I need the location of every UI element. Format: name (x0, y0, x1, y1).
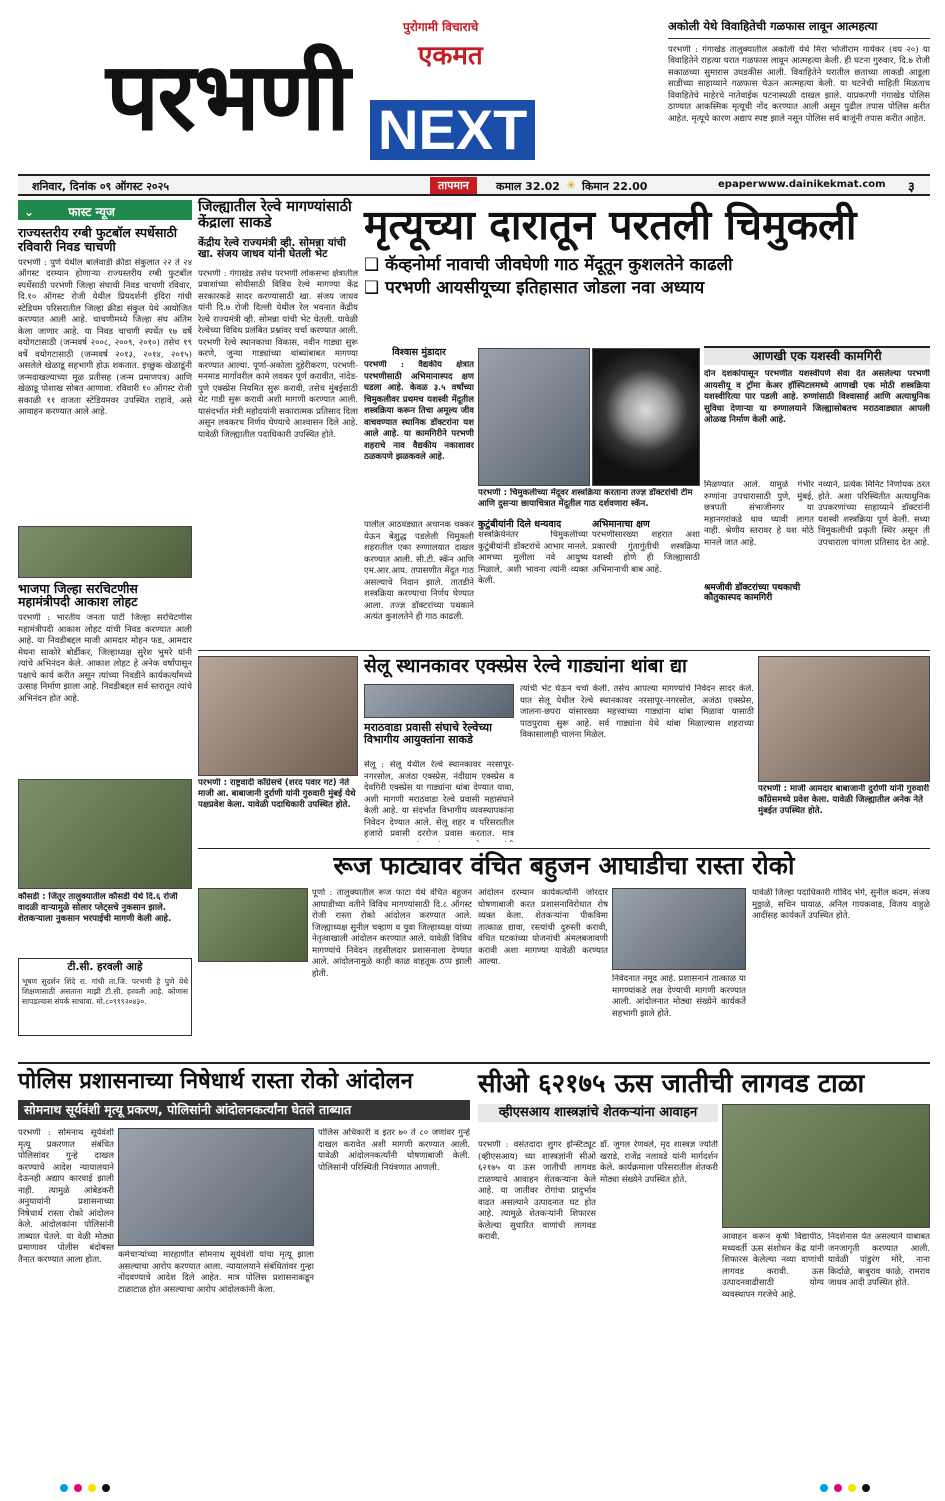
fast-news-body-2: परभणी : भारतीय जनता पार्टी जिल्हा सरचिटणीस महामंत्रीपदी आकाश लोहट यांची निवड करण्यात आली आहे. या निवडीबद्दल माजी आमदार मोहन फड, आमदार मेघना साकोरे बोर्डीकर, जिल्हाध्यक्ष सुरेश भुमरे यांनी त्यांचे अभिनंदन केले. आकाश लोहट हे अनेक वर्षांपासून पक्षाचे कार्य करीत असून त्यांच्या निवडीने कार्यकर्त्यांमध्ये उत्साह निर्माण झाला आहे. निवडीबद्दल सर्व स्तरातून त्यांचे अभिनंदन होत आहे. (18, 613, 192, 704)
lead-col-1-body: मिळण्यात आले. यामुळे गंभीर रुग्णांना उपचारासाठी पुणे, मुंबई, छत्रपती संभाजीनगर या महानगरांकडे धाव घ्यावी लागत नाही. श्रेणीय स्तरावर हे यश मोठे मानले जात आहे. (704, 480, 814, 548)
lead-sub-1-text: कॅव्हनोर्मा नावाची जीवघेणी गाठ मेंदूतून कुशलतेने काढली (385, 255, 733, 275)
cane-sub: व्हीएसआय शास्त्रज्ञांचे शेतकऱ्यांना आवाहन (478, 1104, 718, 1122)
lead-body-a: परभणी : वैद्यकीय क्षेत्रात परभणीसाठी अभिमानास्पद क्षण घडला आहे. केवळ ३.५ वर्षांच्या चिमुकलीवर प्रथमच यशस्वी मेंदूतील शस्त्रक्रिया करून तिचा अमूल्य जीव वाचवण्यात स्थानिक डॉक्टरांना यश आले आहे. या कामगिरीने परभणी शहराचे नाव वैद्यकीय नकाशावर ठळकपणे झळकवले आहे. (364, 360, 474, 463)
square-bullet-icon: ❑ (364, 255, 386, 275)
lead-byline: विश्वास मुंडादार (392, 347, 446, 358)
lead-sub-2 (364, 279, 930, 298)
ncp-photo-caption: परभणी : राष्ट्रवादी काँग्रेसचे (शरद पवार गट) नेते माजी आ. बाबाजानी दुर्राणी यांनी गुरुवारी मुंबई येथे पक्षप्रवेश केला. यावेळी पदाधिकारी उपस्थित होते. (198, 778, 356, 810)
ruj-crowd-photo (612, 888, 746, 970)
surgery-photo (478, 348, 590, 486)
tc-notice (18, 958, 192, 1036)
registration-dot (848, 1484, 856, 1492)
ruj-body-2: आंदोलन दरम्यान कार्यकर्त्यांनी जोरदार घोषणाबाजी करत प्रशासनाविरोधात रोष व्यक्त केला. शेतकऱ्यांना पीकविमा तात्काळ द्यावा, रस्त्यांची दुरुस्ती करावी, वंचित घटकांच्या योजनांची अंमलबजावणी करावी अशा मागण्या यावेळी करण्यात आल्या. (478, 888, 608, 967)
cane-field-photo (722, 1104, 930, 1228)
divider (198, 650, 930, 651)
divider (198, 848, 930, 849)
fast-news-body-1: परभणी : पुणे येथील बालेवाडी क्रीडा संकुलात २२ ते २४ ऑगस्ट दरम्यान होणाऱ्या राज्यस्तरीय रग्बी फुटबॉल स्पर्धेसाठी परभणी जिल्हा संघाची निवड चाचणी रविवार, दि.१० ऑगस्ट रोजी येथील प्रियदर्शनी इंदिरा गांधी स्टेडियम परिसरातील जिल्हा क्रीडा संकुल येथे आयोजित करण्यात आली आहे. चाचणीमध्ये जिल्हा संघ अंतिम केला जाणार आहे. या निवड चाचणी स्पर्धेत १७ वर्षे वयोगटासाठी (जन्मवर्ष २००८, २००९, २०१०) तसेच १९ वर्षे वयोगटासाठी (जन्मवर्ष २०१३, २०१४, २०१५) असलेले खेळाडू सहभागी होऊ शकतात. इच्छुक खेळाडूंनी जन्मदाखल्याच्या मूळ प्रतीसह (जन्म प्रमाणपत्र) आणि खेळाडू पोशाख सोबत आणावा. रविवारी १० ऑगस्ट रोजी सकाळी ११ वाजता स्टेडियमवर उपस्थित राहावे, असे आवाहन करण्यात आले आहे. (18, 257, 192, 417)
police-sub: सोमनाथ सूर्यवंशी मृत्यू प्रकरण, पोलिसांनी आंदोलनकर्त्यांना घेतले ताब्यात (18, 1100, 470, 1120)
ruj-headline: रूज फाट्यावर वंचित बहुजन आघाडीचा रास्ता रोको (333, 851, 795, 880)
congress-photo-caption: परभणी : माजी आमदार बाबाजानी दुर्राणी यांनी गुरुवारी काँग्रेसमध्ये प्रवेश केला. यावेळी जिल्ह्यातील अनेक नेते मुंबईत उपस्थित होते. (758, 784, 930, 816)
sun-icon: ☀ (566, 179, 576, 192)
lead-quote (478, 520, 588, 646)
selu-body-2: त्यांची भेट घेऊन चर्चा केली. तसेच आपल्या मागण्यांचे निवेदन सादर केले. यात सेलू येथील रेल्वे स्थानकावर नरसापूर-नगरसोल, अजंठा एक्स्प्रेस, जालना-छपरा यांसारख्या महत्त्वाच्या गाड्यांना थांबा मिळावा यासाठी पाठपुरावा सुरू आहे. सर्व गाड्यांना येथे थांबा मिळाल्यास शहराच्या विकासालाही चालना मिळेल. (520, 684, 754, 740)
fast-news-label-bar (18, 200, 192, 220)
lead-story (364, 200, 930, 297)
lead-box-title: आणखी एक यशस्वी कामगिरी (704, 346, 930, 365)
registration-dot (834, 1484, 842, 1492)
ruj-body-3: निवेदनात नमूद आहे. प्रशासनाने तात्काळ या मागण्यांकडे लक्ष देण्याची मागणी करण्यात आली. आंदोलनात मोठ्या संख्येने कार्यकर्ते सहभागी झाले होते. (612, 974, 746, 1019)
selu-body: सेलू : सेलू येथील रेल्वे स्थानकावर नरसापूर-नगरसोल, अजंठा एक्स्प्रेस, नंदीग्राम एक्स्प्रेस व देवगिरी एक्स्प्रेस या गाड्यांना थांबा देण्यात यावा, अशी मागणी मराठवाडा रेल्वे प्रवासी महासंघाने केली आहे. या संदर्भात विभागीय व्यवस्थापकांना निवेदन देण्यात आले. सेलू शहर व परिसरातील हजारो प्रवासी दररोज प्रवास करतात. मात्र (364, 760, 514, 839)
selu-meeting-photo (364, 684, 514, 718)
solar-photo-caption: कौसडी : जिंतूर तालुक्यातील कौसडी येथे दि.६ रोजी वादळी वाऱ्यामुळे सोलार प्लेट्सचे नुकसान झाले. शेतकऱ्याला नुकसान भरपाईची मागणी केली आहे. (18, 892, 178, 924)
fast-news-label: फास्ट न्यूज (68, 205, 115, 219)
lead-box (704, 346, 930, 481)
ruj-body: पूर्णा : तालुक्यातील रूज फाटा येथे वंचित बहुजन आघाडीच्या वतीने विविध मागण्यांसाठी दि.८ ऑगस्ट रोजी रास्ता रोको आंदोलन करण्यात आले. जिल्ह्याध्यक्ष सुनील चव्हाण व युवा जिल्हाध्यक्ष यांच्या नेतृत्वाखाली आंदोलन करण्यात आले. यावेळी विविध मागण्यांचे निवेदन तहसीलदार प्रशासनाला देण्यात आले. आंदोलनामुळे काही काळ वाहतूक ठप्प झाली होती. (312, 888, 472, 979)
lead-quote-body: शस्त्रक्रियेनंतर चिमुकलीच्या कुटुंबीयांनी डॉक्टरांचे आभार मानले. आमच्या मुलीला नवे आयुष्य मिळाले, अशी भावना त्यांनी व्यक्त केली. (478, 530, 588, 587)
lead-sub-1 (364, 256, 930, 275)
fast-news-headline-2: भाजपा जिल्हा सरचिटणीस महामंत्रीपदी आकाश लोहट (18, 580, 138, 610)
police-body-3: पोलिस अधिकारी व इतर ७० ते ८० जणांवर गुन्हे दाखल करावेत अशी मागणी करण्यात आली. यावेळी आंदोलनकर्त्यांनी घोषणाबाजी केली. पोलिसांनी परिस्थिती नियंत्रणात आणली. (318, 1128, 470, 1173)
lead-sub-2-text: परभणी आयसीयूच्या इतिहासात जोडला नवा अध्याय (385, 277, 705, 298)
masthead (18, 12, 650, 162)
lead-col-2: नव्याने, प्रत्येक मिनिट निर्णायक ठरत होते. अशा परिस्थितीत अत्याधुनिक उपकरणांच्या साहाय्याने डॉक्टरांनी यशस्वी शस्त्रक्रिया पूर्ण केली. सध्या चिमुकलीची प्रकृती स्थिर असून ती उपचाराला चांगला प्रतिसाद देत आहे. (818, 480, 930, 548)
ncp-meeting-photo (198, 656, 358, 776)
ruj-body-4: यावेळी जिल्हा पदाधिकारी गोविंद भेगे, सुनील कदम, संजय मुठ्ठाळे, सचिन घायाळ, अनिल गायकवाड, विजय वाहुळे आदींसह कार्यकर्ते उपस्थित होते. (752, 888, 930, 921)
tc-notice-body: भूषण सुदर्शन शिंदे रा. गांधी ता.जि. परभणी हे पुणे येथे शिक्षणासाठी असताना माझी टी.सी. हरवली आहे. कोणास सापडल्यास संपर्क साधावा. मो.८०९९९२०४३०. (22, 976, 188, 1006)
cane-headline: सीओ ६२१७५ ऊस जातीची लागवड टाळा (478, 1069, 865, 1099)
selu-story (364, 656, 754, 677)
cane-body: परभणी : वसंतदादा शुगर इन्स्टिट्यूट (व्हीएसआय) च्या शास्त्रज्ञांनी सीओ ६२१७५ या ऊस जातीची लागवड टाळण्याचे आवाहन शेतकऱ्यांना केले आहे. या जातीवर रोगांचा प्रादुर्भाव वाढत असल्याने उत्पादनात घट होत आहे. त्यामुळे शेतकऱ्यांनी शिफारस केलेल्या सुधारित वाणांची लागवड करावी. (478, 1140, 596, 1242)
registration-dot (862, 1484, 870, 1492)
lead-col-1 (704, 480, 814, 646)
rail-deck: केंद्रीय रेल्वे राज्यमंत्री व्ही. सोमन्ना यांची खा. संजय जाधव यांनी घेतली भेट (198, 236, 346, 261)
top-right-story (668, 20, 930, 170)
rail-kicker: जिल्ह्यातील रेल्वे मागण्यांसाठी केंद्राला साकडे (198, 199, 352, 231)
registration-dot (88, 1484, 96, 1492)
police-headline: पोलिस प्रशासनाच्या निषेधार्थ रास्ता रोको आंदोलन (18, 1069, 413, 1094)
bjp-group-photo (18, 526, 192, 578)
selu-headline: सेलू स्थानकावर एक्स्प्रेस रेल्वे गाड्यांना थांबा द्या (364, 655, 687, 677)
brain-scan-photo (592, 348, 700, 486)
lead-col-1-subhead: श्रमजीवी डॉक्टरांच्या पथकाची कौतुकास्पद कामगिरी (704, 583, 801, 603)
lead-quote-head: कुटुंबीयांनी दिले धन्यवाद (478, 519, 562, 530)
registration-dot (820, 1484, 828, 1492)
dateline-bar (18, 174, 930, 196)
cane-body-4: निदर्शनास येत असल्याने याबाबत जनजागृती करण्यात आली. यावेळी पांडुरंग मोरे, नाना किर्दाळे, बाबुराव काळे, रामराव जाधव आदी उपस्थित होते. (828, 1232, 930, 1288)
solar-damage-photo (18, 779, 192, 889)
top-right-body: परभणी : गंगाखेड तालुक्यातील अकोली येथे मिरा भोजीराम गायेकर (वय २०) या विवाहितेने राहत्या घरात गळफास लावून आत्महत्या केली. ही घटना गुरुवार, दि.७ रोजी सकाळच्या सुमारास उघडकीस आली. विवाहितेने घरातील छताच्या लाकडी आडूला साडीच्या साहाय्याने गळफास घेऊन आत्महत्या केली. या घटनेची माहिती मिळताच विवाहितेचे माहेरचे नातेवाईक घटनास्थळी दाखल झाले. याप्रकरणी गंगाखेड पोलिस ठाण्यात आकस्मिक मृत्यूची नोंद करण्यात आली असून पुढील तपास पोलिस करीत आहेत. मृत्यूचे कारण अद्याप स्पष्ट झाले नसून पोलिस सर्व बाजूंनी तपास करीत आहेत. (668, 44, 930, 124)
rail-demand-story (198, 200, 358, 640)
epaper-label: epaper (718, 179, 758, 190)
ruj-protest-photo (198, 888, 308, 962)
rail-body: परभणी : गंगाखेड तसेच परभणी लोकसभा क्षेत्रातील प्रवाशांच्या सोयीसाठी विविध रेल्वे मागण्या केंद्र सरकारकडे सादर करण्यासाठी खा. संजय जाधव यांनी दि.७ रोजी दिल्ली येथील रेल भवनात केंद्रीय रेल्वे राज्यमंत्री व्ही. सोमन्ना यांची भेट घेतली. यावेळी रेल्वेच्या विविध प्रलंबित प्रश्नांवर चर्चा करण्यात आली. परभणी रेल्वे स्थानकाचा विकास, नवीन गाड्या सुरू करणे, जुन्या गाड्यांच्या थांब्यांबाबत मागण्या करण्यात आल्या. पूर्णा-अकोला दुहेरीकरण, परभणी-मनमाड मार्गावरील कामे लवकर पूर्ण करावीत, नांदेड-पुणे एक्स्प्रेस नियमित सुरू करावी, तसेच मुंबईसाठी थेट गाडी सुरू करावी अशी मागणी करण्यात आली. यासंदर्भात मंत्री महोदयांनी सकारात्मक प्रतिसाद दिला असून लवकरच निर्णय घेण्याचे आश्वासन दिले आहे. यावेळी जिल्ह्यातील पदाधिकारी उपस्थित होते. (198, 268, 358, 440)
lead-body-b: पालील आठवड्यात अचानक चक्कर येऊन बेशुद्ध पडलेली चिमुकली शहरातील एका रुग्णालयात दाखल करण्यात आली. सी.टी. स्कॅन आणि एम.आर.आय. तपासणीत मेंदूत गाठ असल्याचे निदान झाले. तातडीने शस्त्रक्रिया करण्याचा निर्णय घेण्यात आला. तज्ज्ञ डॉक्टरांच्या पथकाने अत्यंत कुशलतेने ही गाठ काढली. (364, 520, 474, 622)
registration-dot (60, 1484, 68, 1492)
cane-body-2: डॉ. जुगल रेणवले, मृद शास्त्रज्ञ ज्योती खराडे, राजेंद्र नलावडे यांनी मार्गदर्शन केले. कार्यक्रमाला परिसरातील शेतकरी मोठ्या संख्येने उपस्थित होते. (600, 1140, 718, 1185)
cane-body-3: आवाहन करून कृषी विद्यापीठ, मध्यवर्ती ऊस संशोधन केंद्र यांनी शिफारस केलेल्या नव्या वाणांची लागवड करावी. ऊस उत्पादनवाढीसाठी योग्य व्यवस्थापन गरजेचे आहे. (722, 1232, 824, 1300)
registration-marks-right (820, 1484, 870, 1492)
lead-abhi-body: परभणीसारख्या शहरात अशा प्रकारची गुंतागुंतीची शस्त्रक्रिया यशस्वी होणे ही जिल्ह्यासाठी अभिमानाची बाब आहे. (592, 530, 700, 575)
temp-min: किमान 22.00 (582, 180, 648, 193)
chevron-icon: ⌄ (24, 205, 35, 219)
masthead-tagline: पुरोगामी विचाराचे (403, 20, 479, 34)
congress-meeting-photo (758, 656, 930, 782)
dateline-date: शनिवार, दिनांक ०९ ऑगस्ट २०२५ (32, 180, 170, 193)
fast-news-headline-1: राज्यस्तरीय रग्बी फुटबॉल स्पर्धेसाठी रविवारी निवड चाचणी (18, 225, 178, 254)
registration-marks-left (60, 1484, 110, 1492)
fast-news-column (18, 200, 192, 1060)
square-bullet-icon: ❑ (364, 277, 386, 298)
divider (18, 1062, 930, 1064)
registration-dot (102, 1484, 110, 1492)
page-number: ३ (908, 180, 915, 195)
epaper-url[interactable]: www.dainikekmat.com (758, 179, 886, 190)
lead-abhi (592, 520, 700, 646)
tc-notice-title: टी.सी. हरवली आहे (67, 961, 143, 973)
registration-dot (74, 1484, 82, 1492)
lead-photo-caption: परभणी : चिमुकलीच्या मेंदूवर शस्त्रक्रिया करताना तज्ज्ञ डॉक्टरांची टीम आणि दुसऱ्या छायाचित्रात मेंदूतील गाठ दर्शवणारा स्कॅन. (478, 488, 693, 509)
top-right-headline: अकोली येथे विवाहितेची गळफास लावून आत्महत्या (668, 20, 930, 39)
police-protest-photo (118, 1128, 314, 1246)
lead-abhi-head: अभिमानाचा क्षण (592, 519, 650, 530)
police-body: परभणी : सोमनाथ सूर्यवंशी मृत्यू प्रकरणात संबंधित पोलिसांवर गुन्हे दाखल करण्याचे आदेश न्यायालयाने देऊनही अद्याप कारवाई झाली नाही. त्यामुळे आंबेडकरी अनुयायांनी प्रशासनाच्या निषेधार्थ रास्ता रोको आंदोलन केले. आंदोलकांना पोलिसांनी ताब्यात घेतले. या वेळी मोठ्या प्रमाणावर पोलीस बंदोबस्त तैनात करण्यात आला होता. (18, 1128, 114, 1265)
masthead-city: परभणी (106, 43, 349, 152)
lead-box-body: दोन दशकांपासून परभणीत यशस्वीपणे सेवा देत असलेल्या परभणी आयसीयू व ट्रॉमा केअर हॉस्पिटलमध्ये आणखी एक मोठी शस्त्रक्रिया यशस्वीरित्या पार पडली आहे. रुग्णांसाठी विश्वासार्ह आणि अत्याधुनिक सुविधा देणाऱ्या या रुग्णालयाने जिल्ह्यासोबतच मराठवाड्यात आपली ओळख निर्माण केली आहे. (704, 369, 930, 426)
masthead-next: NEXT (370, 100, 535, 160)
selu-kicker: मराठवाडा प्रवासी संघाचे रेल्वेच्या विभागीय आयुक्तांना साकडे (364, 721, 492, 747)
temp-max: कमाल 32.02 (496, 180, 560, 193)
lead-headline: मृत्यूच्या दारातून परतली चिमुकली (364, 201, 857, 249)
police-body-2: कर्मचाऱ्यांच्या मारहाणीत सोमनाथ सूर्यवंशी यांचा मृत्यू झाला असल्याचा आरोप करण्यात आला. न्यायालयाने संबंधितांवर गुन्हा नोंदवण्याचे आदेश दिले आहेत. मात्र पोलिस प्रशासनाकडून टाळाटाळ होत असल्याचा आरोप आंदोलकांनी केला. (118, 1250, 314, 1295)
masthead-brand: एकमत (418, 41, 483, 71)
temp-label: तापमान (430, 177, 477, 194)
